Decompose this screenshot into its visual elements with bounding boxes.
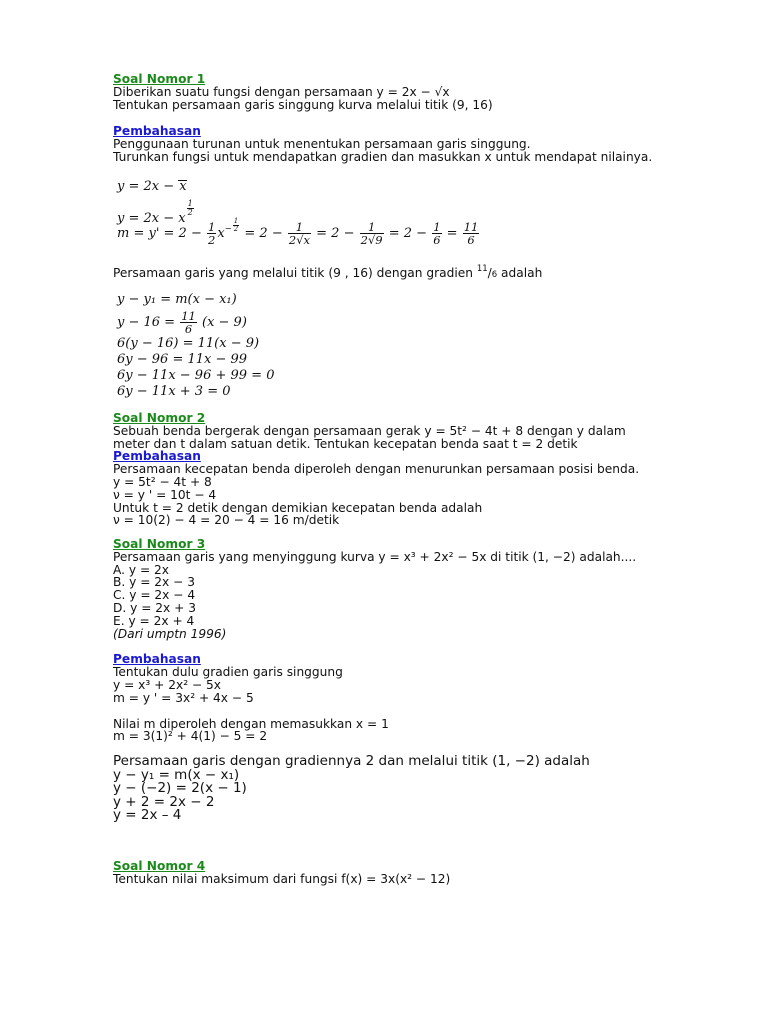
soal1-p1: Penggunaan turunan untuk menentukan persamaan garis singgung. [113, 137, 531, 152]
soal1-line1: Diberikan suatu fungsi dengan persamaan y = 2x − √x [113, 84, 450, 99]
soal2-block [113, 412, 639, 527]
soal3-conclusion [113, 755, 590, 823]
soal2-q1: Sebuah benda bergerak dengan persamaan gerak y = 5t² − 4t + 8 dengan y dalam [113, 423, 626, 438]
line-eq5: 6y − 11x − 96 + 99 = 0 [117, 368, 275, 383]
math-m-derivation: m = y' = 2 − $\frac{1}{2}$ $x^{- \frac{1}{2}}$ = 2 − $\frac{1}{2√x}$ = 2 − $\frac{1}{2√9}$ = 2 − $\frac{1}{6}$ = $\frac{11}{6}$ [117, 217, 479, 247]
soal3-c3: y − (−2) = 2(x − 1) [113, 780, 247, 796]
option-e: E. y = 2x + 4 [113, 613, 195, 628]
soal1-heading: Soal Nomor 1 [113, 72, 206, 86]
soal2-a2: y = 5t² − 4t + 8 [113, 474, 212, 489]
soal3-block [113, 538, 636, 743]
line-eq2: y − 16 = $\frac{11}{6}$ (x − 9) [117, 309, 247, 336]
soal4-block [113, 860, 450, 886]
line-eq6: 6y − 11x + 3 = 0 [117, 384, 231, 399]
soal1-line2: Tentukan persamaan garis singgung kurva melalui titik (9, 16) [113, 97, 493, 112]
soal2-a4: Untuk t = 2 detik dengan demikian kecepatan benda adalah [113, 500, 483, 515]
soal3-b4: Nilai m diperoleh dengan memasukkan x = 1 [113, 716, 389, 731]
soal3-c4: y + 2 = 2x − 2 [113, 793, 215, 810]
soal1-p2: Turunkan fungsi untuk mendapatkan gradien dan masukkan x untuk mendapat nilainya. [113, 149, 653, 164]
soal3-b5: m = 3(1)² + 4(1) − 5 = 2 [113, 729, 268, 744]
soal3-question: Persamaan garis yang menyinggung kurva y = x³ + 2x² − 5x di titik (1, −2) adalah.... [113, 549, 637, 564]
soal4-question: Tentukan nilai maksimum dari fungsi f(x) = 3x(x² − 12) [113, 871, 451, 886]
soal3-b1: Tentukan dulu gradien garis singgung [113, 665, 343, 680]
soal2-heading: Soal Nomor 2 [113, 411, 206, 425]
soal3-heading: Soal Nomor 3 [113, 537, 206, 551]
gradien-line: Persamaan garis yang melalui titik (9 , 16) dengan gradien $^{11}$/6 adalah [113, 264, 543, 280]
soal3-b3: m = y ' = 3x² + 4x − 5 [113, 690, 254, 705]
soal3-pembahasan: Pembahasan [113, 652, 201, 667]
soal3-c1: Persamaan garis dengan gradiennya 2 dan melalui titik (1, −2) adalah [113, 753, 590, 769]
option-c: C. y = 2x − 4 [113, 588, 196, 603]
line-eq1: y − y₁ = m(x − x₁) [117, 292, 237, 307]
option-a: A. y = 2x [113, 562, 170, 577]
soal1-pembahasan: Pembahasan [113, 124, 201, 139]
soal3-source: (Dari umptn 1996) [113, 626, 227, 641]
soal2-q2: meter dan t dalam satuan detik. Tentukan kecepatan benda saat t = 2 detik [113, 436, 578, 451]
soal2-pembahasan: Pembahasan [113, 449, 201, 464]
option-d: D. y = 2x + 3 [113, 600, 196, 615]
soal1-block [113, 73, 652, 164]
option-b: B. y = 2x − 3 [113, 575, 195, 590]
soal4-heading: Soal Nomor 4 [113, 859, 206, 873]
soal3-c2: y − y₁ = m(x − x₁) [113, 766, 240, 783]
math-eq1: y = 2x − x [117, 179, 187, 194]
soal2-a3: ν = y ' = 10t − 4 [113, 487, 217, 502]
soal3-b2: y = x³ + 2x² − 5x [113, 677, 222, 692]
soal2-a1: Persamaan kecepatan benda diperoleh dengan menurunkan persamaan posisi benda. [113, 462, 640, 477]
line-eq3: 6(y − 16) = 11(x − 9) [117, 336, 260, 351]
math-eq2: y = 2x − x $\frac{1}{2}$ [117, 199, 193, 226]
soal2-a5: ν = 10(2) − 4 = 20 − 4 = 16 m/detik [113, 513, 340, 528]
soal3-c5: y = 2x – 4 [113, 807, 182, 823]
line-eq4: 6y − 96 = 11x − 99 [117, 352, 248, 367]
